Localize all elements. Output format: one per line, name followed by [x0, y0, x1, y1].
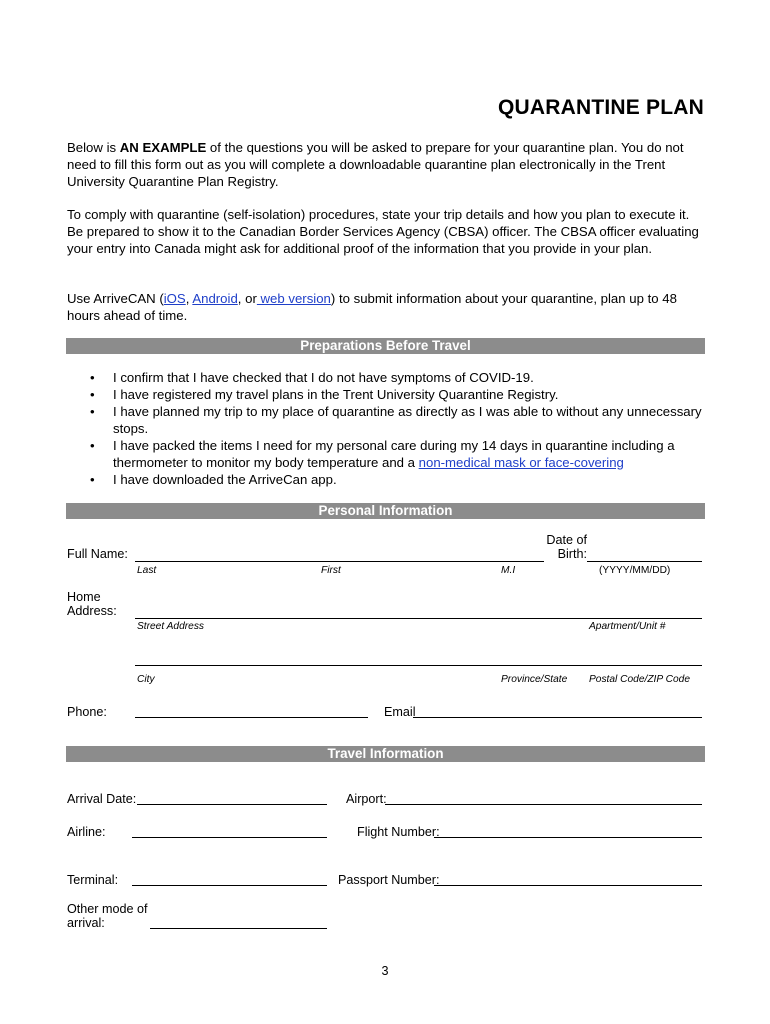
passport-number-label: Passport Number:: [338, 873, 440, 887]
section-header-travel: Travel Information: [66, 746, 705, 762]
dob-label-line2: Birth:: [557, 547, 587, 561]
bullet-icon: •: [90, 370, 95, 385]
section-header-preparations: Preparations Before Travel: [66, 338, 705, 354]
other-mode-label-line2: arrival:: [67, 916, 105, 930]
airport-field[interactable]: [385, 804, 702, 805]
full-name-field[interactable]: [135, 561, 544, 562]
checklist-item-text: I have planned my trip to my place of quarantine as directly as I was able to without any unnecessary stops.: [113, 404, 702, 436]
intro-p1-text-a: Below is: [67, 140, 120, 155]
intro-p3-sep2: , or: [237, 291, 257, 306]
province-caption: Province/State: [501, 674, 568, 685]
checklist-item-text: I have packed the items I need for my personal care during my 14 days in quarantine including a thermometer to monitor my body temperature and a: [113, 438, 675, 470]
email-field[interactable]: [413, 717, 702, 718]
intro-p3-text-a: Use ArriveCAN (: [67, 291, 164, 306]
page-title: QUARANTINE PLAN: [498, 96, 704, 119]
passport-number-field[interactable]: [434, 885, 702, 886]
other-mode-label-line1: Other mode of: [67, 902, 148, 916]
intro-p1-bold: AN EXAMPLE: [119, 140, 207, 155]
flight-number-label: Flight Number:: [357, 825, 440, 839]
intro-p1-text-b: of the questions you will be asked to prepare for your quarantine plan. You do not need to fill this form out as you will complete a downloadable quarantine plan electronically in the Trent University Quarantine Plan Registry.: [67, 140, 684, 189]
dob-format-caption: (YYYY/MM/DD): [599, 565, 671, 576]
phone-field[interactable]: [135, 717, 368, 718]
intro-paragraph-2: To comply with quarantine (self-isolation) procedures, state your trip details and how you plan to execute it. Be prepared to show it to the Canadian Border Services Agency (CBSA) officer. The CBSA officer evaluating your entry into Canada might ask for additional proof of the information that you provide in your plan.: [67, 207, 699, 256]
intro-p3-text-b: ) to submit information about your quarantine, plan up to 48 hours ahead of time.: [67, 291, 677, 323]
city-caption: City: [137, 674, 155, 685]
intro-paragraph-1: [67, 139, 707, 190]
intro-p3-sep1: ,: [185, 291, 193, 306]
dob-label-line1: Date of: [546, 533, 587, 547]
arrival-date-field[interactable]: [137, 804, 327, 805]
list-item: [66, 437, 706, 471]
phone-label: Phone:: [67, 705, 107, 719]
last-name-caption: Last: [137, 565, 157, 576]
arrival-date-label: Arrival Date:: [67, 792, 137, 806]
airline-field[interactable]: [132, 837, 327, 838]
terminal-label: Terminal:: [67, 873, 119, 887]
checklist-item-text: I have registered my travel plans in the Trent University Quarantine Registry.: [113, 387, 559, 402]
ios-link[interactable]: iOS: [163, 291, 186, 306]
airport-label: Airport:: [346, 792, 387, 806]
android-link[interactable]: Android: [192, 291, 238, 306]
intro-paragraph-3: [67, 290, 707, 324]
bullet-icon: •: [90, 404, 95, 419]
list-item: [66, 471, 706, 488]
checklist-item-text: I have downloaded the ArriveCan app.: [113, 472, 337, 487]
full-name-label: Full Name:: [67, 547, 128, 561]
postal-code-caption: Postal Code/ZIP Code: [589, 674, 690, 685]
first-name-caption: First: [321, 565, 341, 576]
bullet-icon: •: [90, 472, 95, 487]
flight-number-field[interactable]: [434, 837, 702, 838]
street-address-field[interactable]: [135, 618, 702, 619]
checklist-item-text: I confirm that I have checked that I do not have symptoms of COVID-19.: [113, 370, 534, 385]
other-mode-field[interactable]: [150, 928, 327, 929]
list-item: [66, 369, 706, 386]
bullet-icon: •: [90, 387, 95, 402]
middle-initial-caption: M.I: [501, 565, 516, 576]
section-header-personal: Personal Information: [66, 503, 705, 519]
email-label: Email: [384, 705, 416, 719]
page-number: 3: [381, 964, 389, 978]
apartment-caption: Apartment/Unit #: [589, 621, 666, 632]
dob-field[interactable]: [587, 561, 702, 562]
mask-link[interactable]: non-medical mask or face-covering: [418, 455, 624, 470]
home-address-label-line1: Home: [67, 590, 101, 604]
airline-label: Airline:: [67, 825, 106, 839]
street-address-caption: Street Address: [137, 621, 205, 632]
list-item: [66, 386, 706, 403]
city-province-postal-field[interactable]: [135, 665, 702, 666]
home-address-label-line2: Address:: [67, 604, 117, 618]
list-item: [66, 403, 706, 437]
web-version-link[interactable]: web version: [256, 291, 331, 306]
bullet-icon: •: [90, 438, 95, 453]
terminal-field[interactable]: [132, 885, 327, 886]
preparations-checklist: [66, 369, 706, 488]
